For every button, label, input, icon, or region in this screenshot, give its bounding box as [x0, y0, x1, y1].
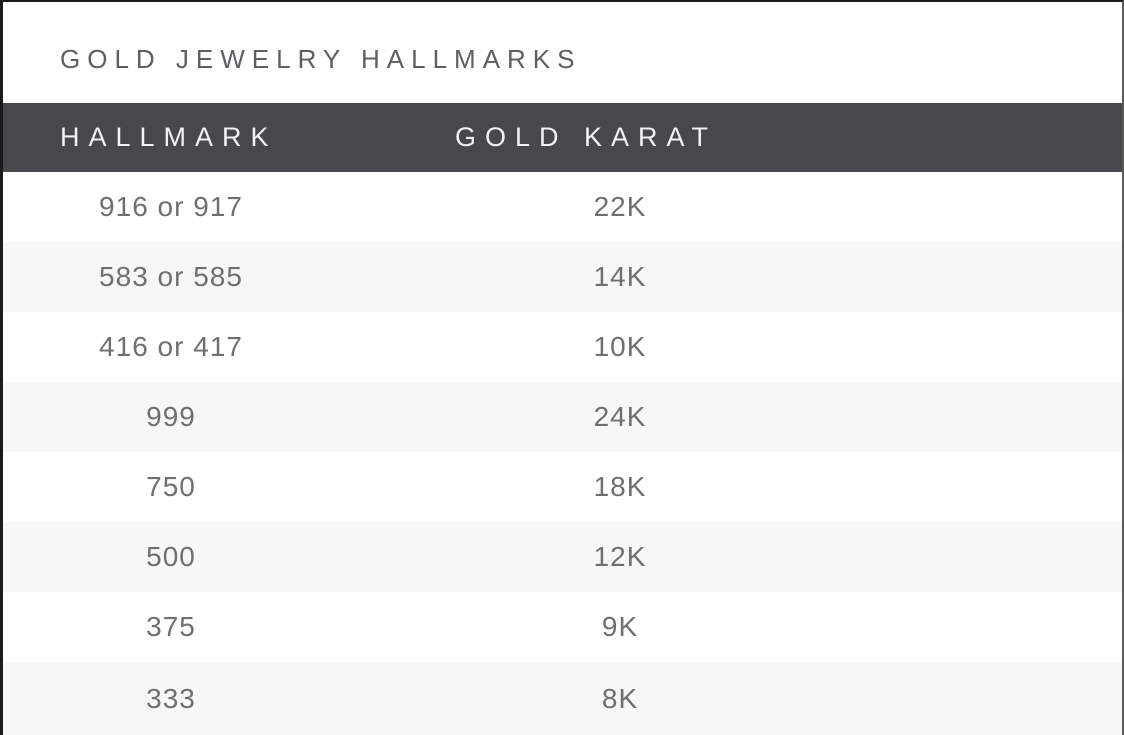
karat-cell: 14K: [593, 261, 647, 292]
karat-cell: 10K: [593, 331, 647, 362]
hallmark-cell: 333: [146, 682, 196, 714]
hallmark-cell: 583 or 585: [99, 261, 243, 292]
column-header-hallmark: HALLMARK: [60, 122, 278, 152]
karat-cell: 24K: [593, 401, 647, 432]
table-row: [3, 662, 1122, 735]
table-row: [3, 382, 1122, 452]
hallmark-cell: 500: [146, 541, 196, 572]
table-body: [3, 172, 1122, 735]
table-row: [3, 242, 1122, 312]
hallmark-cell: 999: [146, 401, 196, 432]
hallmark-cell: 916 or 917: [99, 191, 243, 222]
table-row: [3, 592, 1122, 662]
karat-cell: 8K: [601, 682, 639, 714]
table-row: [3, 522, 1122, 592]
karat-cell: 22K: [593, 191, 647, 222]
hallmark-cell: 750: [146, 471, 196, 502]
hallmark-cell: 416 or 417: [99, 331, 243, 362]
page-title: GOLD JEWELRY HALLMARKS: [60, 44, 582, 74]
karat-cell: 9K: [601, 611, 639, 642]
table-row: [3, 312, 1122, 382]
table-row: [3, 172, 1122, 242]
karat-cell: 12K: [593, 541, 647, 572]
hallmark-cell: 375: [146, 611, 196, 642]
column-header-gold-karat: GOLD KARAT: [455, 122, 718, 152]
table-row: [3, 452, 1122, 522]
table-header-row: [3, 103, 1122, 172]
karat-cell: 18K: [593, 471, 647, 502]
